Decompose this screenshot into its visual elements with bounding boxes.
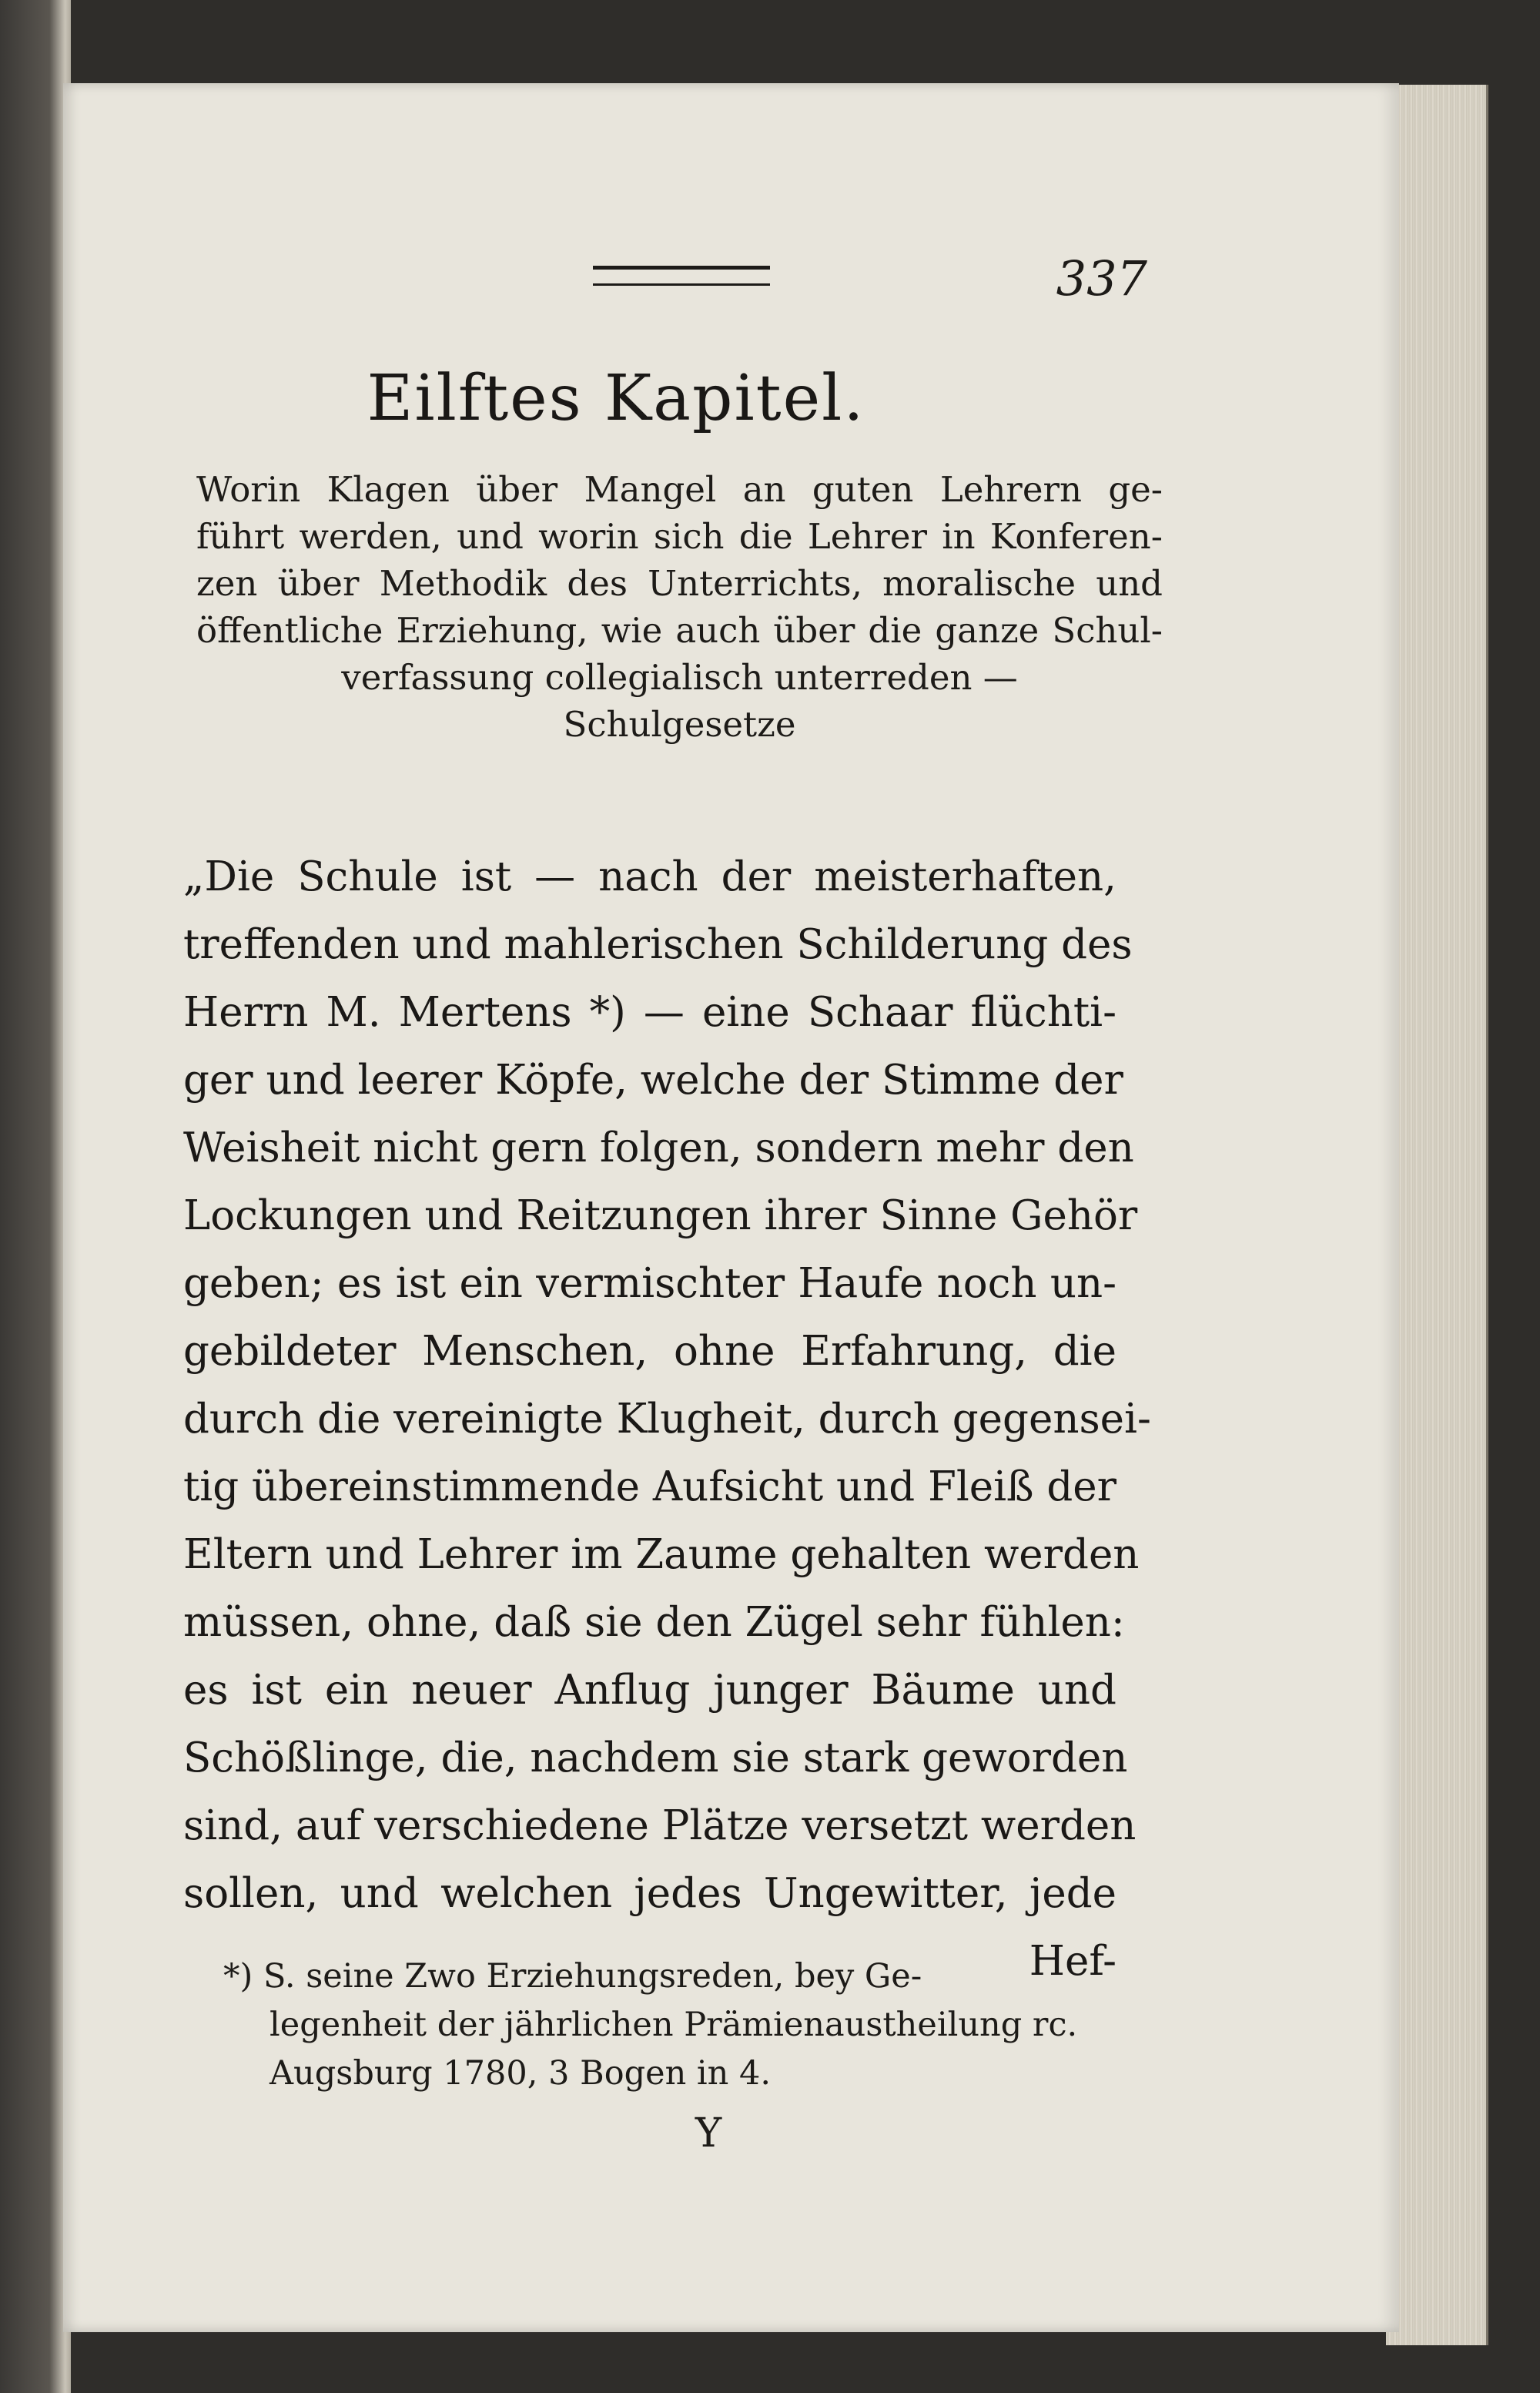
footnote-line: legenheit der jährlichen Prämienaustheilung rc. [270,2006,1078,2044]
summary-line: verfassung collegialisch unterreden — [341,657,1018,698]
summary-line: Schulgesetze [563,704,796,745]
body-text [183,843,1151,1996]
body-line: geben; es ist ein vermischter Haufe noch un- [183,1260,1116,1307]
body-line: Eltern und Lehrer im Zaume gehalten werden [183,1531,1140,1578]
chapter-summary [196,466,1163,748]
body-line: ger und leerer Köpfe, welche der Stimme der [183,1057,1123,1104]
body-line: durch die vereinigte Klugheit, durch gegensei- [183,1396,1151,1443]
catchword: Hef- [1029,1938,1116,1985]
body-line: Schößlinge, die, nachdem sie stark geworden [183,1734,1128,1781]
body-line: tig übereinstimmende Aufsicht und Fleiß der [183,1463,1116,1510]
summary-line: zen über Methodik des Unterrichts, moralische und [196,563,1163,604]
body-line: sind, auf verschiedene Plätze versetzt werden [183,1802,1137,1849]
chapter-title: Eilftes Kapitel. [367,362,865,435]
body-line: sollen, und welchen jedes Ungewitter, jede [183,1870,1116,1917]
book-gutter [0,0,71,2393]
body-line: „Die Schule ist — nach der meisterhaften, [183,853,1116,900]
body-line: Lockungen und Reitzungen ihrer Sinne Gehör [183,1192,1138,1239]
summary-line: Worin Klagen über Mangel an guten Lehrern ge- [196,469,1163,510]
body-line: müssen, ohne, daß sie den Zügel sehr fühlen: [183,1599,1125,1646]
body-line: gebildeter Menschen, ohne Erfahrung, die [183,1328,1116,1375]
body-line: Weisheit nicht gern folgen, sondern mehr den [183,1124,1134,1171]
header-rule [593,266,770,286]
body-line: Herrn M. Mertens *) — eine Schaar flüchti- [183,989,1116,1036]
footnote [223,1952,1120,2098]
footnote-line: *) S. seine Zwo Erziehungsreden, bey Ge- [223,1957,922,1996]
page-number: 337 [1056,250,1147,307]
page-edges [1386,85,1488,2345]
summary-line: führt werden, und worin sich die Lehrer in Konferen- [196,516,1163,557]
signature-mark: Y [695,2110,722,2157]
body-line: es ist ein neuer Anflug junger Bäume und [183,1667,1116,1714]
footnote-line: Augsburg 1780, 3 Bogen in 4. [270,2054,772,2093]
summary-line: öffentliche Erziehung, wie auch über die ganze Schul- [196,610,1163,651]
body-line: treffenden und mahlerischen Schilderung des [183,921,1133,968]
